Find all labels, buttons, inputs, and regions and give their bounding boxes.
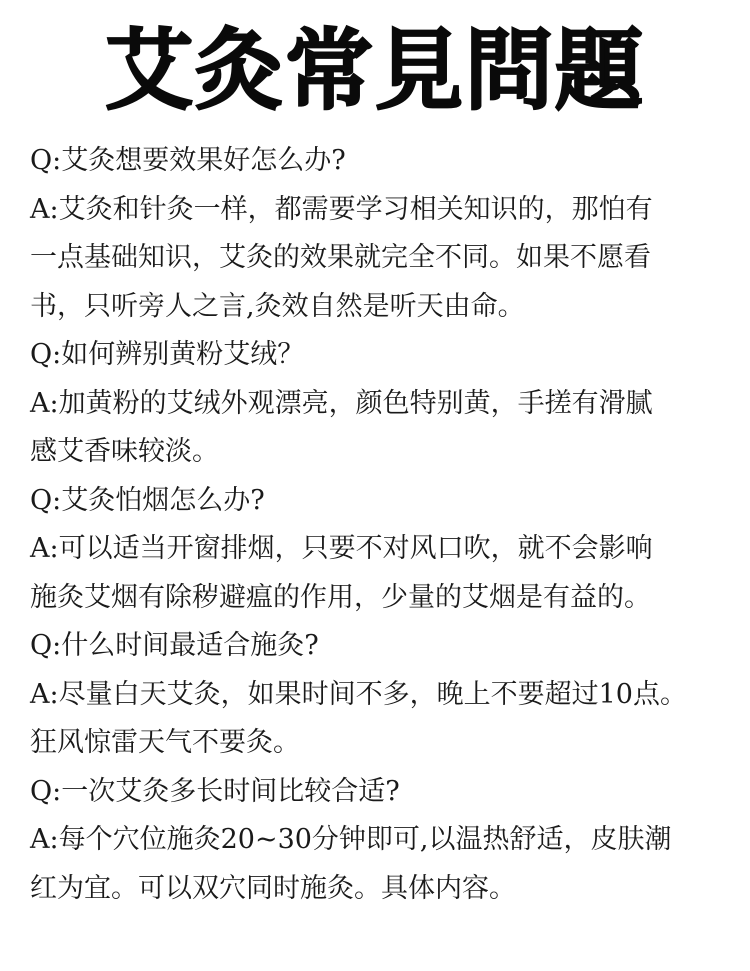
faq-line: 狂风惊雷天气不要灸。: [30, 727, 300, 758]
faq-line: A:每个穴位施灸20~30分钟即可,以温热舒适，皮肤潮: [30, 824, 672, 855]
faq-line: 感艾香味较淡。: [30, 436, 219, 467]
faq-line: Q:艾灸怕烟怎么办?: [30, 484, 265, 516]
faq-line: A:艾灸和针灸一样，都需要学习相关知识的，那怕有: [30, 193, 653, 225]
faq-line: A:尽量白天艾灸，如果时间不多，晚上不要超过10点。: [30, 678, 687, 710]
faq-line: 书，只听旁人之言,灸效自然是听天由命。: [30, 290, 525, 322]
faq-line: A:可以适当开窗排烟，只要不对风口吹，就不会影响: [30, 533, 653, 564]
faq-line: Q:如何辨别黄粉艾绒？: [30, 339, 305, 370]
faq-line: 施灸艾烟有除秽避瘟的作用，少量的艾烟是有益的。: [30, 581, 651, 613]
faq-line: 红为宜。可以双穴同时施灸。具体内容。: [30, 872, 516, 904]
faq-line: 一点基础知识，艾灸的效果就完全不同。如果不愿看: [30, 242, 651, 273]
faq-line: Q:艾灸想要效果好怎么办?: [30, 145, 346, 176]
faq-content: [30, 137, 742, 913]
faq-line: A:加黄粉的艾绒外观漂亮，颜色特别黄，手搓有滑腻: [30, 387, 653, 419]
page-title: 艾灸常見問題: [104, 18, 645, 122]
faq-line: Q:什么时间最适合施灸?: [30, 630, 319, 661]
faq-line: Q:一次艾灸多长时间比较合适?: [30, 775, 400, 807]
